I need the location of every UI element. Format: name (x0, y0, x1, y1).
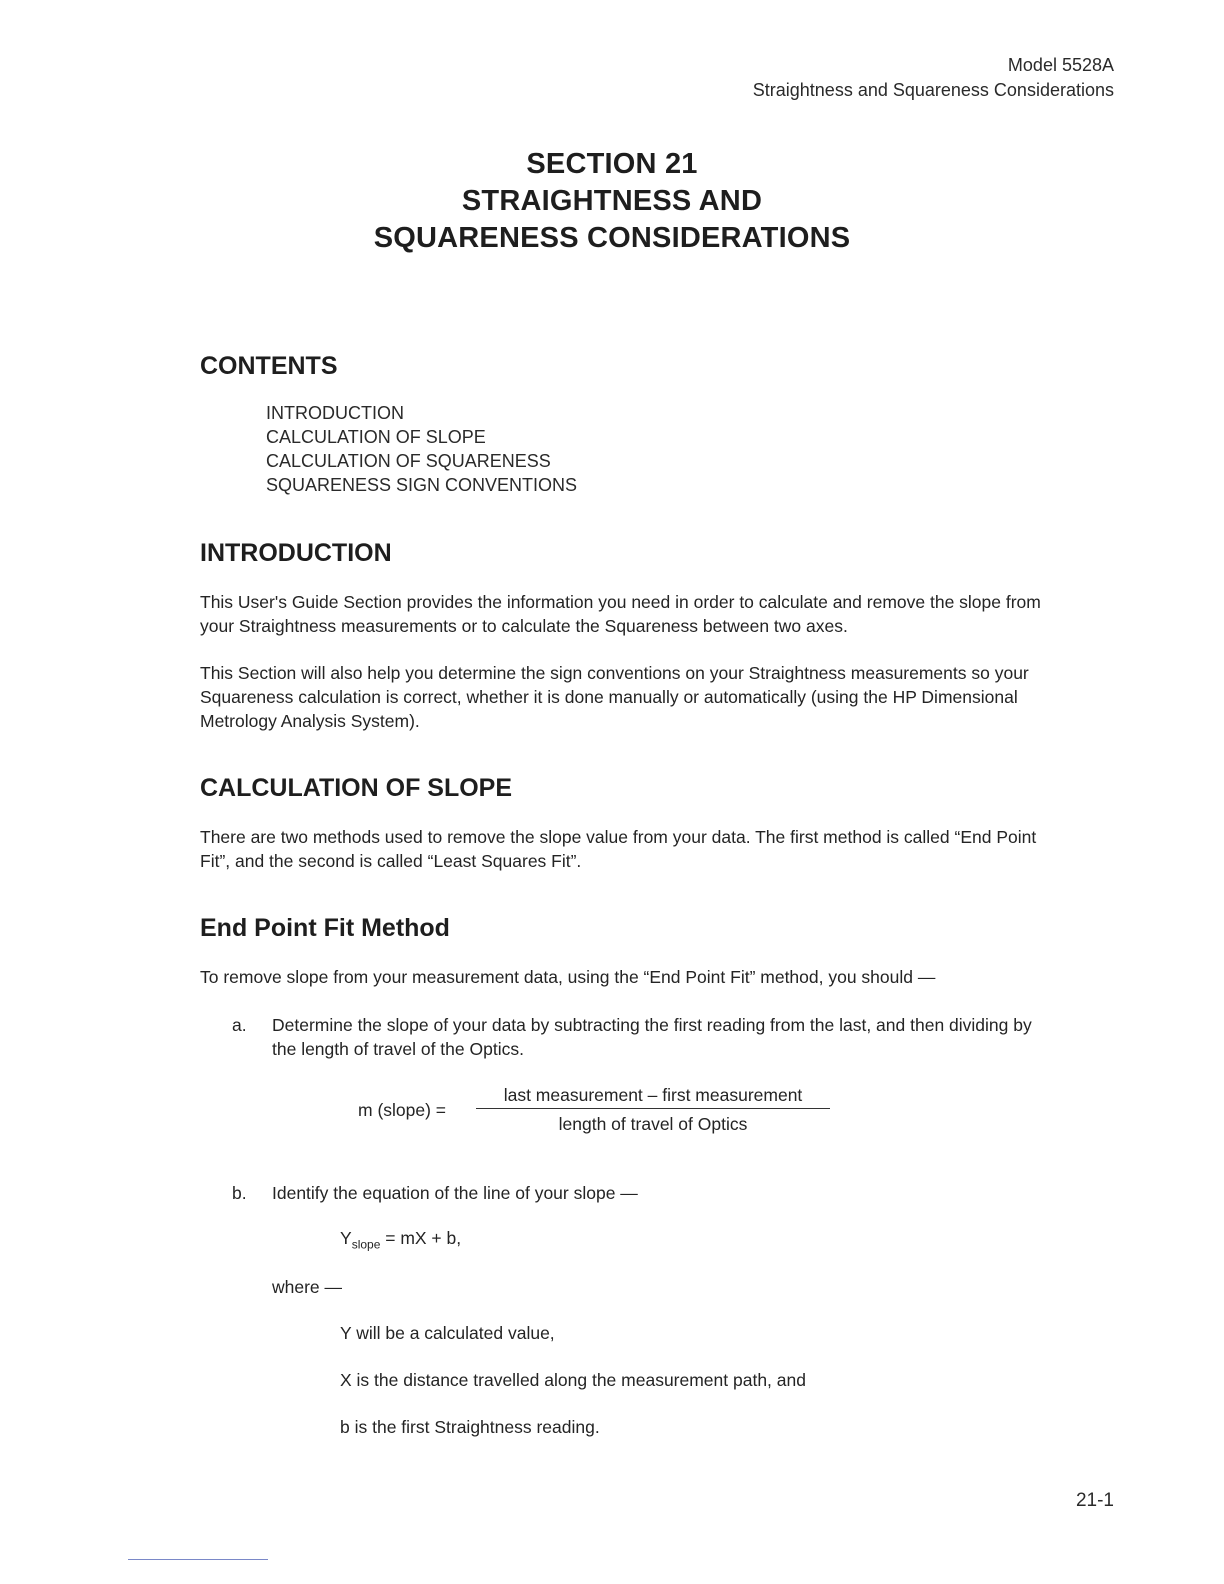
contents-item: CALCULATION OF SLOPE (266, 427, 486, 447)
slope-formula-lhs: m (slope) = (358, 1100, 447, 1120)
header-model: Model 5528A (1007, 55, 1114, 75)
introduction-paragraph-1: This User's Guide Section provides the information you need in order to calculate and remove the slope from your Straightness measurements or to calculate the Squareness between two axes. (200, 592, 1041, 636)
page-number: 21-1 (1075, 1490, 1114, 1511)
calculation-of-slope-heading: CALCULATION OF SLOPE (200, 774, 513, 802)
line-equation (340, 1228, 461, 1252)
equation-subscript: slope (351, 1237, 381, 1252)
footer-divider (128, 1559, 268, 1560)
equation-rhs: = mX + b, (380, 1228, 462, 1248)
definition-y: Y will be a calculated value, (340, 1323, 555, 1343)
introduction-paragraph-2: This Section will also help you determine the sign conventions on your Straightness measurements so your Squareness calculation is correct, whether it is done manually or automatically (using the HP Dimensional Metrology Analysis System). (200, 663, 1029, 731)
section-title-line-1: SECTION 21 (526, 148, 698, 180)
step-b (232, 1181, 1052, 1207)
step-a-label: a. (232, 1015, 247, 1035)
calculation-of-slope-paragraph: There are two methods used to remove the slope value from your data. The first method is called “End Point Fit”, and the second is called “Least Squares Fit”. (200, 827, 1037, 871)
step-b-label: b. (232, 1183, 247, 1203)
header-subtitle: Straightness and Squareness Considerations (752, 80, 1114, 100)
section-title (0, 146, 1224, 257)
end-point-fit-heading: End Point Fit Method (200, 914, 450, 942)
contents-list (266, 401, 577, 497)
where-label: where — (272, 1277, 343, 1297)
slope-formula-fraction (476, 1084, 830, 1137)
contents-item: INTRODUCTION (266, 403, 404, 423)
step-b-text: Identify the equation of the line of your slope — (272, 1183, 638, 1203)
slope-formula-numerator: last measurement – first measurement (476, 1084, 830, 1109)
definition-x: X is the distance travelled along the measurement path, and (340, 1370, 806, 1390)
equation-y: Y (340, 1228, 352, 1248)
slope-formula-denominator: length of travel of Optics (558, 1114, 748, 1134)
contents-heading: CONTENTS (200, 352, 338, 380)
end-point-fit-intro: To remove slope from your measurement data, using the “End Point Fit” method, you should — (200, 967, 936, 987)
step-a (232, 1013, 1052, 1063)
definition-b: b is the first Straightness reading. (340, 1417, 600, 1437)
contents-item: SQUARENESS SIGN CONVENTIONS (266, 475, 578, 495)
section-title-line-2: STRAIGHTNESS AND (461, 185, 763, 217)
contents-item: CALCULATION OF SQUARENESS (266, 451, 551, 471)
introduction-heading: INTRODUCTION (200, 539, 392, 567)
step-a-text: Determine the slope of your data by subtracting the first reading from the last, and then dividing by the length of travel of the Optics. (272, 1015, 1032, 1059)
section-title-line-3: SQUARENESS CONSIDERATIONS (373, 222, 851, 254)
running-header (753, 53, 1114, 103)
